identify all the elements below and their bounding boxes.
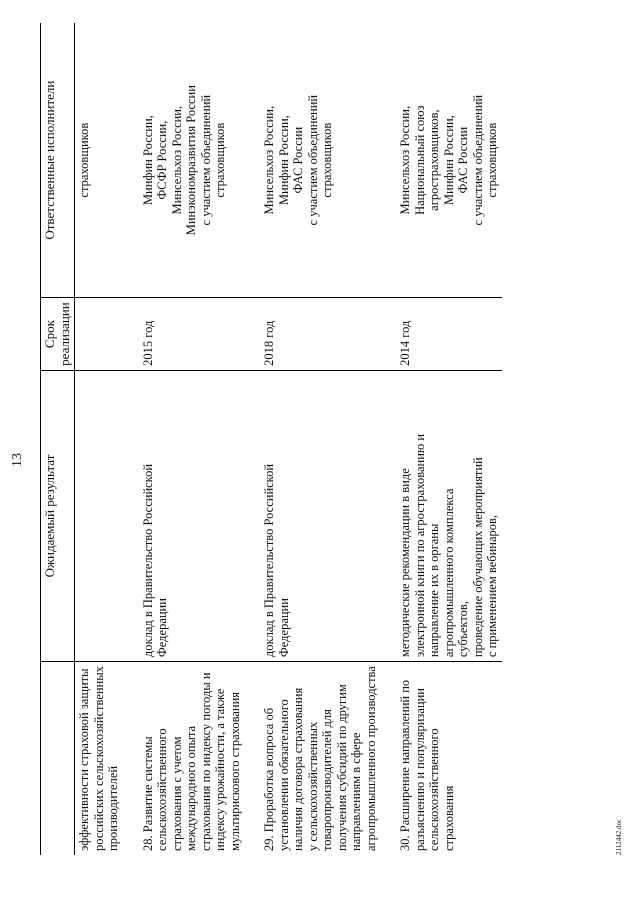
task-line: мультирискового страхования	[227, 691, 242, 851]
executors-line: агростраховщиков,	[427, 109, 441, 211]
table-row	[123, 23, 245, 855]
cell-term	[380, 298, 502, 371]
cell-result	[75, 370, 123, 661]
task-line: страхования по индексу погоды и	[198, 672, 213, 851]
executors-line: страховщиков	[485, 122, 499, 198]
header-term: Срок реализации	[41, 298, 75, 371]
task-line: эффективности страховой защиты	[77, 668, 91, 851]
table-row	[244, 23, 380, 855]
table-row	[75, 23, 123, 855]
task-line: сельскохозяйственного	[155, 728, 169, 851]
executors-line: Минфин России,	[140, 115, 155, 206]
cell-executors	[75, 23, 123, 298]
task-line: наличия договора страхования	[291, 687, 305, 851]
result-line: проведение обучающих мероприятий	[470, 457, 485, 658]
task-line: агропромышленного производства	[363, 666, 378, 851]
executors-line: Минсельхоз России,	[262, 105, 276, 215]
task-line: сельскохозяйственного	[427, 728, 441, 851]
result-line: доклад в Правительство Российской	[140, 463, 155, 658]
executors-line: ФСФР России,	[155, 120, 169, 200]
cell-term	[244, 298, 380, 371]
executors-line: Минфин России,	[441, 115, 456, 206]
cell-task	[380, 662, 502, 855]
cell-term	[75, 298, 123, 371]
executors-line: страховщиков	[320, 122, 334, 198]
result-line: доклад в Правительство Российской	[262, 463, 276, 658]
result-line: Федерации	[155, 598, 169, 658]
task-line: индексу урожайности, а также	[213, 688, 227, 851]
executors-line: Минфин России,	[276, 115, 291, 206]
executors-line: Минэкономразвития России	[184, 85, 198, 236]
executors-line: Минсельхоз России,	[398, 105, 412, 215]
page-number: 13	[10, 453, 25, 467]
result-line: методические рекомендации в виде	[398, 468, 412, 658]
task-line: страхования	[441, 785, 456, 851]
term-line: 2015 год	[140, 320, 155, 366]
cell-task	[75, 662, 123, 855]
task-line: направлениям в сфере	[349, 732, 363, 851]
cell-term	[123, 298, 245, 371]
result-line: субъектов,	[456, 601, 470, 658]
header-result: Ожидаемый результат	[41, 370, 75, 661]
task-line: разъяснению и популяризации	[412, 688, 427, 851]
cell-executors	[244, 23, 380, 298]
task-line: товаропроизводителей для	[320, 709, 334, 851]
cell-task	[244, 662, 380, 855]
result-line: с применением вебинаров,	[485, 514, 499, 658]
task-line: российских сельскохозяйственных	[91, 666, 106, 851]
cell-result	[380, 370, 502, 661]
table-row	[380, 23, 502, 855]
table-body	[75, 23, 502, 855]
table-header-row	[41, 23, 75, 855]
header-executors: Ответственные исполнители	[41, 23, 75, 298]
executors-line: Национальный союз	[412, 105, 427, 215]
executors-line: ФАС России	[291, 126, 305, 194]
executors-line: Минсельхоз России,	[169, 105, 184, 215]
cell-executors	[123, 23, 245, 298]
cell-result	[123, 370, 245, 661]
term-line: 2014 год	[398, 320, 412, 366]
executors-line: ФАС России	[456, 126, 470, 194]
task-line: у сельскохозяйственных	[305, 721, 320, 851]
executors-line: страховщиков	[213, 122, 227, 198]
task-line: 28. Развитие системы	[140, 736, 155, 851]
cell-task	[123, 662, 245, 855]
executors-line: с участием объединений	[470, 94, 485, 226]
task-line: 29. Проработка вопроса об	[262, 707, 276, 851]
task-line: установлении обязательного	[276, 699, 291, 851]
term-line: 2018 год	[262, 320, 276, 366]
cell-executors	[380, 23, 502, 298]
task-line: международного опыта	[184, 725, 198, 851]
executors-line: страховщиков	[77, 122, 91, 198]
plan-table	[40, 23, 502, 855]
executors-line: с участием объединений	[305, 94, 320, 226]
result-line: электронной книги по агрострахованию и	[412, 433, 427, 658]
result-line: Федерации	[276, 598, 291, 658]
executors-line: с участием объединений	[198, 94, 213, 226]
cell-result	[244, 370, 380, 661]
task-line: производителей	[106, 765, 120, 851]
result-line: направление их в органы	[427, 523, 441, 658]
task-line: 30. Расширение направлений по	[398, 679, 412, 851]
task-line: получения субсидий по другим	[334, 684, 349, 851]
result-line: агропромышленного комплекса	[441, 488, 456, 658]
task-line: страхования с учетом	[169, 736, 184, 851]
header-task	[41, 662, 75, 855]
document-footer: 2112442.doc	[615, 818, 623, 855]
